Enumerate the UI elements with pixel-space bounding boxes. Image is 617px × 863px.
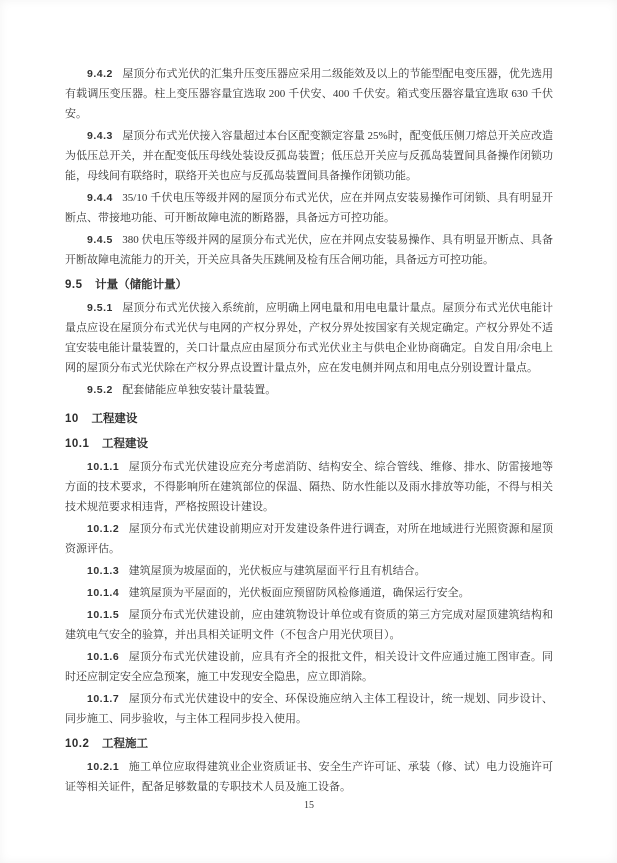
section-title: 计量（储能计量） [95, 279, 188, 291]
clause-number: 9.5.2 [87, 384, 113, 396]
clause-number: 10.1.4 [87, 587, 120, 599]
clause-text: 屋顶分布式光伏接入系统前，应明确上网电量和用电电量计量点。屋顶分布式光伏电能计量点应设在屋顶分布式光伏与电网的产权分界处，产权分界处按国家有关规定确定。产权分界处不适宜安装电能计量装置的，关口计量点应由屋顶分布式光伏业主与供电企业协商确定。自发自用/余电上网的屋顶分布式光伏除在产权分界点设置计量点外，应在发电侧并网点和用电点分别设置计量点。 [65, 302, 553, 374]
clause-text: 380 伏电压等级并网的屋顶分布式光伏，应在并网点安装易操作、具有明显开断点、具备开断故障电流能力的开关，开关应具备失压跳闸及检有压合闸功能，具备远方可控功能。 [65, 234, 553, 266]
chapter-number: 10 [65, 413, 79, 425]
clause-number: 9.4.2 [87, 68, 113, 80]
clause-number: 9.4.3 [87, 130, 113, 142]
clause-text: 屋顶分布式光伏接入容量超过本台区配变额定容量 25%时，配变低压侧刀熔总开关应改造为低压总开关，并在配变低压母线处装设反孤岛装置；低压总开关应与反孤岛装置间具备操作闭锁功能，母线间有联络时，联络开关也应与反孤岛装置间具备操作闭锁功能。 [65, 130, 553, 182]
clause-10-1-1 [65, 457, 553, 517]
clause-number: 10.2.1 [87, 761, 120, 773]
clause-text: 屋顶分布式光伏建设中的安全、环保设施应纳入主体工程设计，统一规划、同步设计、同步施工、同步验收，与主体工程同步投入使用。 [65, 693, 553, 725]
clause-9-4-3 [65, 126, 553, 186]
clause-text: 屋顶分布式光伏建设应充分考虑消防、结构安全、综合管线、维修、排水、防雷接地等方面的技术要求，不得影响所在建筑部位的保温、隔热、防水性能以及雨水排放等功能，不得与相关技术规范要求相违背，严格按照设计建设。 [65, 461, 553, 513]
clause-text: 建筑屋顶为坡屋面的，光伏板应与建筑屋面平行且有机结合。 [128, 565, 426, 577]
clause-9-4-5 [65, 230, 553, 270]
clause-number: 10.1.7 [87, 693, 120, 705]
section-number: 10.2 [65, 738, 90, 750]
clause-number: 9.4.5 [87, 234, 113, 246]
page-number: 15 [304, 800, 314, 811]
clause-number: 9.5.1 [87, 302, 113, 314]
clause-9-4-4 [65, 188, 553, 228]
clause-9-5-2 [65, 380, 553, 400]
clause-text: 35/10 千伏电压等级并网的屋顶分布式光伏，应在并网点安装易操作可闭锁、具有明显开断点、带接地功能、可开断故障电流的断路器，具备远方可控功能。 [65, 192, 553, 224]
section-number: 9.5 [65, 279, 83, 291]
clause-text: 施工单位应取得建筑业企业资质证书、安全生产许可证、承装（修、试）电力设施许可证等相关证件，配备足够数量的专职技术人员及施工设备。 [65, 761, 553, 793]
clause-text: 屋顶分布式光伏的汇集升压变压器应采用二级能效及以上的节能型配电变压器，优先选用有载调压变压器。柱上变压器容量宜选取 200 千伏安、400 千伏安。箱式变压器容量宜选取 630 千伏安。 [65, 68, 553, 120]
clause-number: 10.1.5 [87, 609, 120, 621]
clause-10-2-1 [65, 757, 553, 797]
clause-9-4-2 [65, 64, 553, 124]
chapter-heading-10 [65, 409, 553, 429]
clause-10-1-2 [65, 519, 553, 559]
clause-text: 配套储能应单独安装计量装置。 [122, 384, 277, 396]
section-number: 10.1 [65, 438, 90, 450]
clause-number: 10.1.2 [87, 523, 120, 535]
clause-number: 9.4.4 [87, 192, 113, 204]
section-heading-10-2 [65, 734, 553, 754]
clause-10-1-3 [65, 561, 553, 581]
clause-number: 10.1.3 [87, 565, 120, 577]
clause-number: 10.1.6 [87, 651, 120, 663]
chapter-title: 工程建设 [91, 413, 138, 425]
section-heading-9-5 [65, 275, 553, 295]
clause-10-1-7 [65, 689, 553, 729]
clause-text: 建筑屋顶为平屋面的，光伏板面应预留防风检修通道，确保运行安全。 [128, 587, 470, 599]
clause-text: 屋顶分布式光伏建设前，应由建筑物设计单位或有资质的第三方完成对屋顶建筑结构和建筑电气安全的验算，并出具相关证明文件（不包含户用光伏项目）。 [65, 609, 553, 641]
section-title: 工程建设 [102, 438, 149, 450]
clause-text: 屋顶分布式光伏建设前，应具有齐全的报批文件，相关设计文件应通过施工图审查。同时还应制定安全应急预案，施工中发现安全隐患，应立即消除。 [65, 651, 553, 683]
clause-9-5-1 [65, 298, 553, 378]
clause-10-1-5 [65, 605, 553, 645]
section-heading-10-1 [65, 434, 553, 454]
clause-number: 10.1.1 [87, 461, 120, 473]
clause-10-1-4 [65, 583, 553, 603]
section-title: 工程施工 [102, 738, 149, 750]
clause-text: 屋顶分布式光伏建设前期应对开发建设条件进行调查，对所在地域进行光照资源和屋顶资源评估。 [65, 523, 553, 555]
clause-10-1-6 [65, 647, 553, 687]
